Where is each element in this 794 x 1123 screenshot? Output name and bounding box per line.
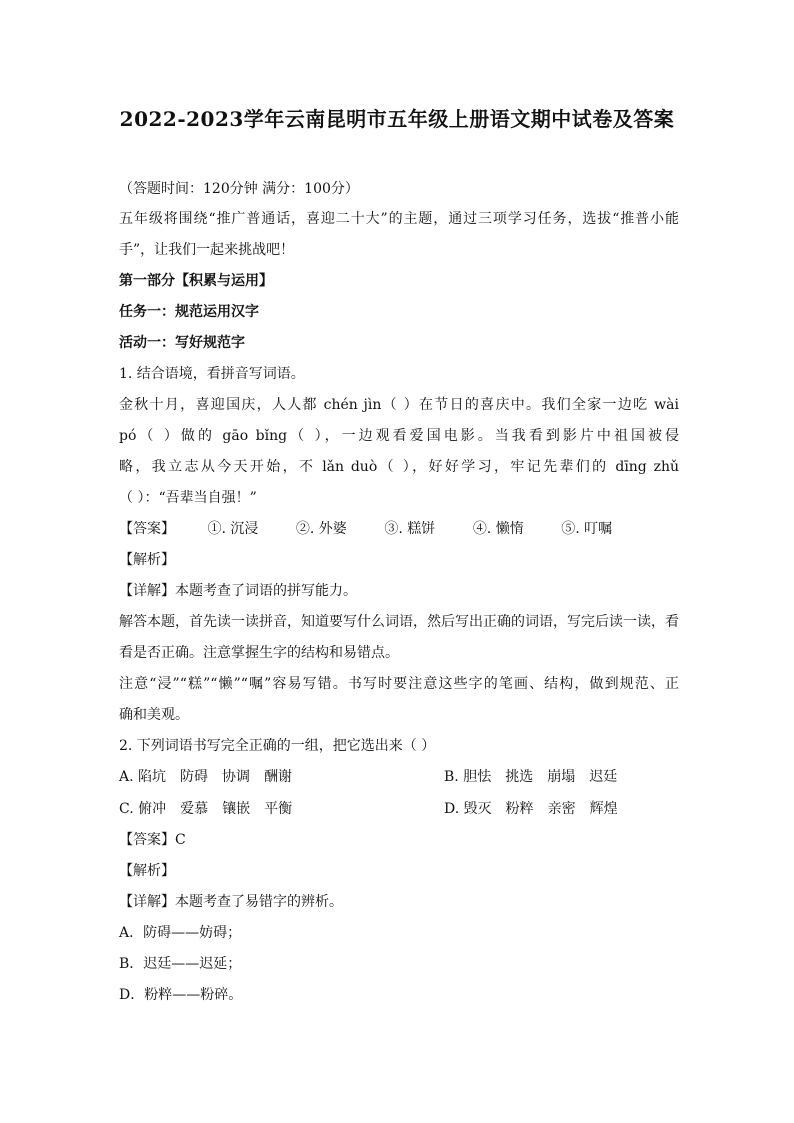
question-1-line-1: 金秋十月，喜迎国庆，人人都 chén jìn（ ）在节日的喜庆中。我们全家一边吃 wài	[119, 397, 679, 413]
option-c-label: C. 俯冲	[119, 801, 167, 817]
question-1-analysis-label: 【解析】	[119, 552, 175, 568]
question-2-option-d	[444, 799, 684, 819]
question-1-line-4: （ ）：“吾辈当自强！”	[119, 490, 257, 506]
question-1-answer	[119, 519, 679, 539]
question-2-analysis-label: 【解析】	[119, 863, 175, 879]
answer-label: 【答案】	[119, 521, 175, 537]
option-d-word-3: 亲密	[547, 801, 576, 817]
option-a-label: A. 陷坑	[119, 769, 167, 785]
exam-meta: （答题时间：120分钟 满分：100分）	[119, 181, 359, 197]
question-1-explanation-1b: 看是否正确。注意掌握生字的结构和易错点。	[119, 645, 399, 661]
question-2-detail: 【详解】本题考查了易错字的辨析。	[119, 894, 343, 910]
answer-item-3: ③. 糕饼	[384, 521, 436, 537]
option-c-word-2: 爱慕	[180, 801, 209, 817]
question-1-line-2: pó（ ）做的 gāo bǐng（ ），一边观看爱国电影。当我看到影片中祖国被侵	[119, 428, 679, 444]
question-2-fix-a: A．防碍——妨碍；	[119, 925, 242, 941]
question-1-stem: 1. 结合语境，看拼音写词语。	[119, 366, 305, 382]
option-c-word-4: 平衡	[264, 801, 293, 817]
answer-item-4: ④. 懒惰	[472, 521, 524, 537]
question-2-fix-d: D．粉粹——粉碎。	[119, 987, 243, 1003]
task-heading: 任务一：规范运用汉字	[119, 304, 259, 320]
question-1-explanation-1a: 解答本题，首先读一读拼音，知道要写什么词语，然后写出正确的词语，写完后读一读，看	[119, 614, 679, 630]
activity-heading: 活动一：写好规范字	[119, 335, 245, 351]
option-d-label: D. 毁灭	[444, 801, 492, 817]
option-a-word-2: 防碍	[180, 769, 209, 785]
intro-line-2: 手”，让我们一起来挑战吧！	[119, 242, 295, 258]
part-heading: 第一部分【积累与运用】	[119, 273, 273, 289]
option-d-word-4: 辉煌	[589, 801, 618, 817]
answer-item-2: ②. 外婆	[295, 521, 347, 537]
option-b-word-2: 挑选	[505, 769, 534, 785]
answer-item-1: ①. 沉浸	[207, 521, 259, 537]
question-1-detail: 【详解】本题考查了词语的拼写能力。	[119, 583, 357, 599]
question-1-line-3: 略，我立志从今天开始，不 lǎn duò（ ），好好学习，牢记先辈们的 dīng zhǔ	[119, 459, 679, 475]
question-2-fix-b: B．迟廷——迟延；	[119, 956, 242, 972]
intro-line-1: 五年级将围绕“推广普通话，喜迎二十大”的主题，通过三项学习任务，选拔“推普小能	[119, 211, 679, 227]
question-2-stem: 2. 下列词语书写完全正确的一组，把它选出来（ ）	[119, 738, 436, 754]
question-2-option-b	[444, 767, 684, 787]
option-b-word-3: 崩塌	[547, 769, 576, 785]
page-title: 2022-2023学年云南昆明市五年级上册语文期中试卷及答案	[119, 107, 675, 131]
option-c-word-3: 镶嵌	[222, 801, 251, 817]
option-d-word-2: 粉粹	[505, 801, 534, 817]
question-1-explanation-2b: 确和美观。	[119, 707, 189, 723]
question-1-explanation-2a: 注意“浸”“糕”“懒”“嘱”容易写错。书写时要注意这些字的笔画、结构，做到规范、正	[119, 676, 679, 692]
answer-item-5: ⑤. 叮嘱	[561, 521, 613, 537]
option-a-word-4: 酬谢	[264, 769, 293, 785]
option-a-word-3: 协调	[222, 769, 251, 785]
option-b-label: B. 胆怯	[444, 769, 492, 785]
option-b-word-4: 迟廷	[589, 769, 618, 785]
question-2-answer: 【答案】C	[119, 832, 186, 848]
